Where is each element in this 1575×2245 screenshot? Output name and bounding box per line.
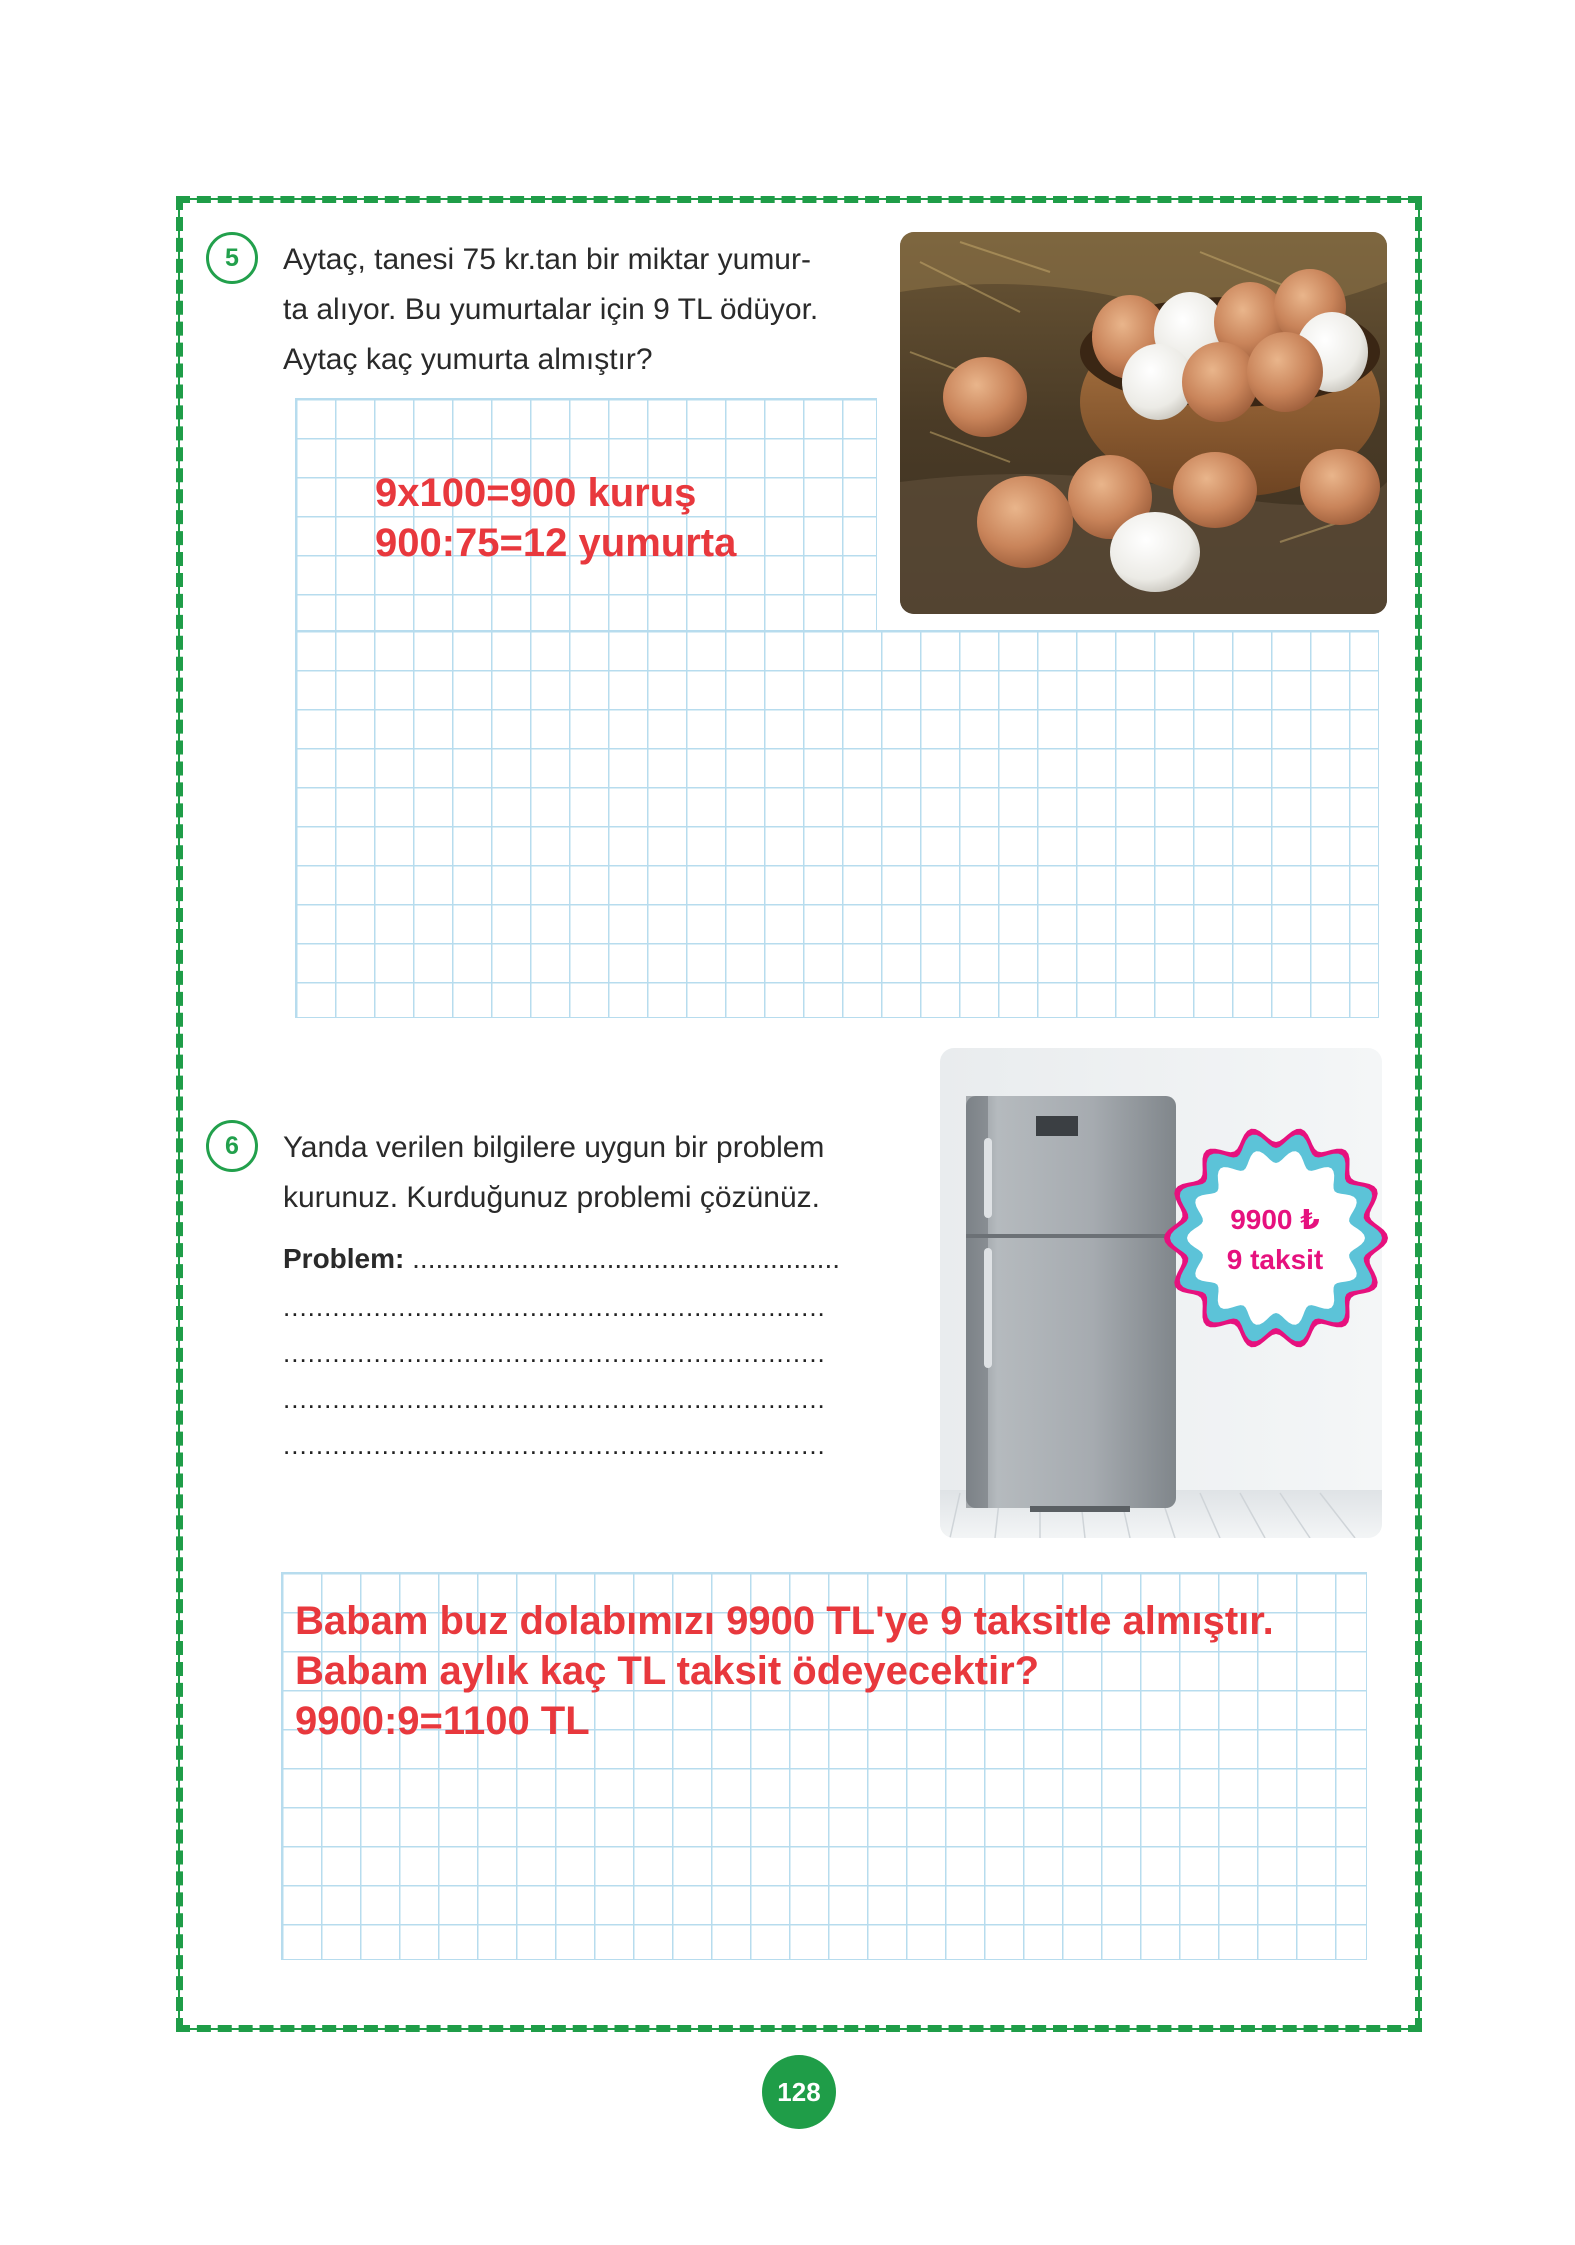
question-5-line-3: Aytaç kaç yumurta almıştır? bbox=[283, 343, 653, 376]
solution-grid-5[interactable] bbox=[295, 630, 1379, 1018]
question-5-answer bbox=[375, 468, 736, 568]
eggs-illustration bbox=[900, 232, 1387, 614]
question-5-line-1: Aytaç, tanesi 75 kr.tan bir miktar yumur- bbox=[283, 243, 811, 276]
question-6-number: 6 bbox=[206, 1120, 258, 1172]
problem-dots: ....................................................... bbox=[412, 1243, 841, 1274]
question-5-answer-line-2: 900:75=12 yumurta bbox=[375, 521, 737, 565]
problem-label: Problem: bbox=[283, 1243, 405, 1274]
page-number: 128 bbox=[762, 2055, 836, 2129]
question-6-answer-line-1: Babam buz dolabımızı 9900 TL'ye 9 taksitle almıştır. bbox=[295, 1599, 1274, 1643]
question-5-text bbox=[283, 235, 903, 385]
question-6-answer-line-3: 9900:9=1100 TL bbox=[295, 1699, 590, 1743]
question-6-line-2: kurunuz. Kurduğunuz problemi çözünüz. bbox=[283, 1181, 820, 1214]
question-6-answer-line-2: Babam aylık kaç TL taksit ödeyecektir? bbox=[295, 1649, 1040, 1693]
answer-dots-line-4[interactable]: .................................................................. bbox=[283, 1430, 826, 1460]
problem-line[interactable] bbox=[283, 1234, 903, 1284]
question-6-text bbox=[283, 1123, 903, 1223]
question-5-line-2: ta alıyor. Bu yumurtalar için 9 TL ödüyor. bbox=[283, 293, 819, 326]
price-badge-text bbox=[1185, 1200, 1365, 1280]
answer-dots-line-1[interactable]: .................................................................. bbox=[283, 1292, 826, 1322]
price-badge-amount: 9900 ₺ bbox=[1230, 1204, 1320, 1235]
question-6-answer bbox=[295, 1596, 1274, 1746]
question-6-line-1: Yanda verilen bilgilere uygun bir problem bbox=[283, 1131, 825, 1164]
question-5-answer-line-1: 9x100=900 kuruş bbox=[375, 471, 697, 515]
price-badge-installments: 9 taksit bbox=[1226, 1244, 1324, 1275]
eggs-in-basket-image bbox=[900, 232, 1387, 614]
question-5-number: 5 bbox=[206, 232, 258, 284]
answer-dots-line-3[interactable]: .................................................................. bbox=[283, 1384, 826, 1414]
answer-dots-line-2[interactable]: .................................................................. bbox=[283, 1338, 826, 1368]
